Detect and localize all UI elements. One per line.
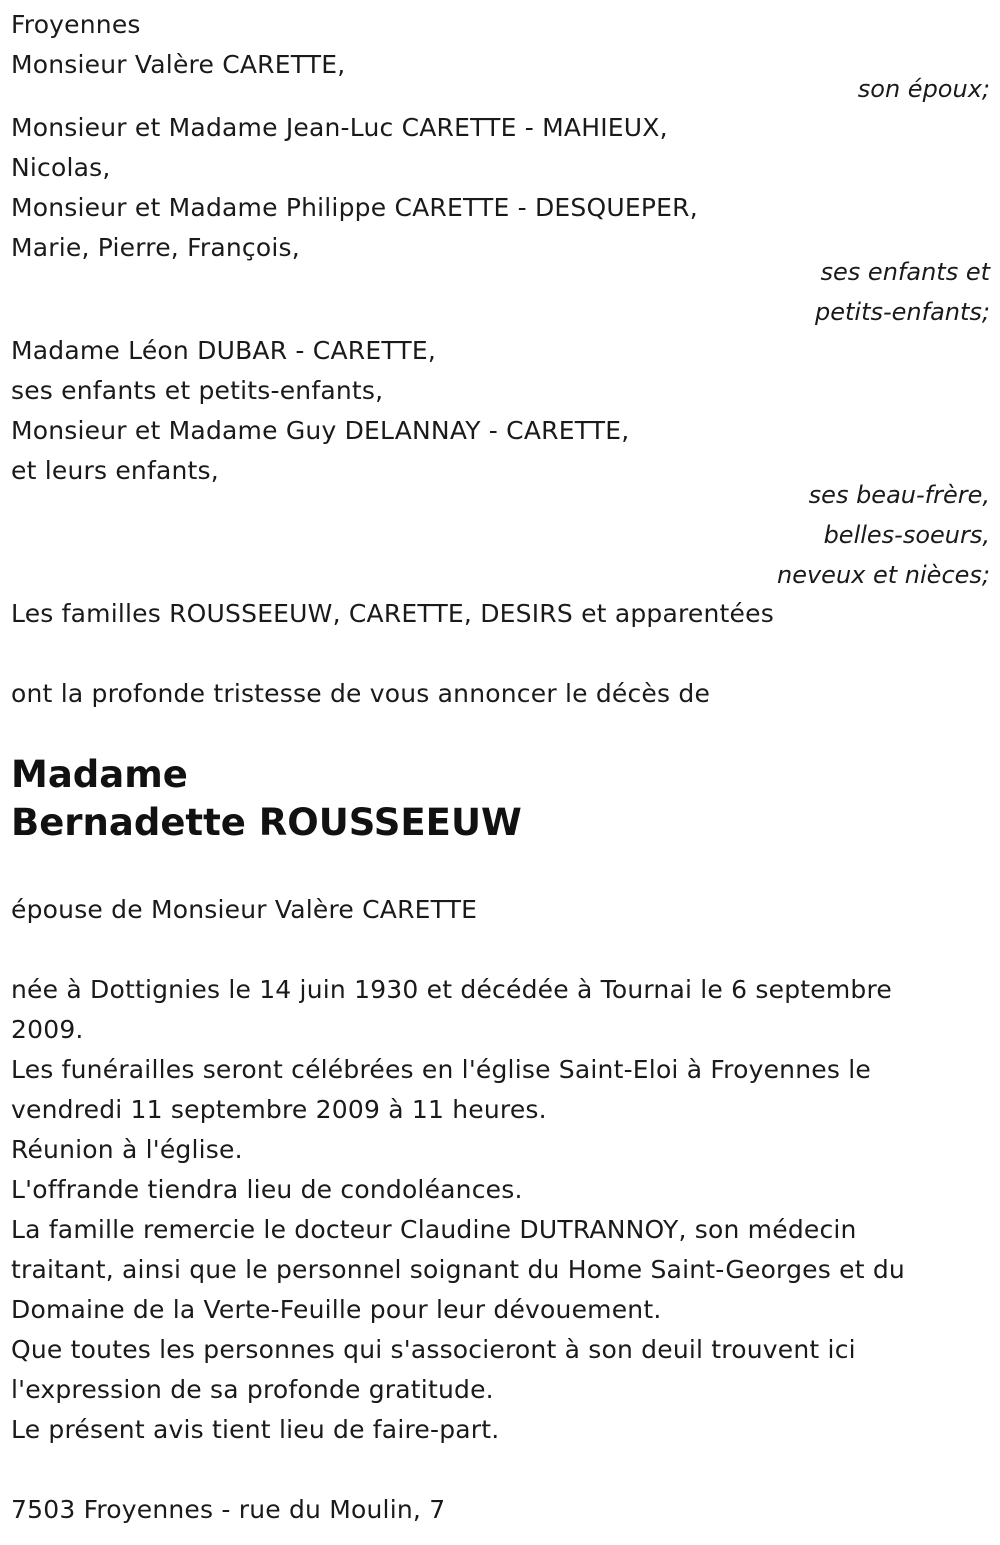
child-line: Marie, Pierre, François,	[11, 233, 300, 262]
in-laws-role: neveux et nièces;	[777, 561, 990, 589]
announcement: ont la profonde tristesse de vous annoncer le décès de	[11, 679, 711, 708]
in-law-line: Monsieur et Madame Guy DELANNAY - CARETTE,	[11, 416, 630, 445]
children-role: ses enfants et	[820, 258, 990, 286]
families-line: Les familles ROUSSEEUW, CARETTE, DESIRS et apparentées	[11, 599, 774, 628]
spouse-line: Monsieur Valère CARETTE,	[11, 50, 346, 79]
body-line: L'offrande tiendra lieu de condoléances.	[11, 1175, 523, 1204]
children-role: petits-enfants;	[815, 298, 990, 326]
child-line: Nicolas,	[11, 153, 111, 182]
spouse-role: son époux;	[857, 75, 990, 103]
body-line: l'expression de sa profonde gratitude.	[11, 1375, 494, 1404]
spouse-of: épouse de Monsieur Valère CARETTE	[11, 895, 478, 924]
body-line: Domaine de la Verte-Feuille pour leur dévouement.	[11, 1295, 662, 1324]
deceased-name: Bernadette ROUSSEEUW	[11, 801, 522, 844]
child-line: Monsieur et Madame Philippe CARETTE - DESQUEPER,	[11, 193, 698, 222]
deceased-title: Madame	[11, 753, 188, 796]
body-line: née à Dottignies le 14 juin 1930 et décédée à Tournai le 6 septembre	[11, 975, 892, 1004]
body-line: Le présent avis tient lieu de faire-part.	[11, 1415, 500, 1444]
in-law-line: Madame Léon DUBAR - CARETTE,	[11, 336, 436, 365]
body-line: Que toutes les personnes qui s'associeront à son deuil trouvent ici	[11, 1335, 856, 1364]
in-law-line: et leurs enfants,	[11, 456, 219, 485]
child-line: Monsieur et Madame Jean-Luc CARETTE - MAHIEUX,	[11, 113, 668, 142]
body-line: La famille remercie le docteur Claudine DUTRANNOY, son médecin	[11, 1215, 857, 1244]
place-heading: Froyennes	[11, 10, 141, 39]
in-laws-role: belles-soeurs,	[823, 521, 990, 549]
body-line: Réunion à l'église.	[11, 1135, 243, 1164]
body-line: traitant, ainsi que le personnel soignant du Home Saint-Georges et du	[11, 1255, 905, 1284]
body-line: vendredi 11 septembre 2009 à 11 heures.	[11, 1095, 547, 1124]
in-law-line: ses enfants et petits-enfants,	[11, 376, 384, 405]
body-line: Les funérailles seront célébrées en l'église Saint-Eloi à Froyennes le	[11, 1055, 871, 1084]
body-line: 2009.	[11, 1015, 84, 1044]
address: 7503 Froyennes - rue du Moulin, 7	[11, 1495, 446, 1524]
in-laws-role: ses beau-frère,	[808, 481, 990, 509]
